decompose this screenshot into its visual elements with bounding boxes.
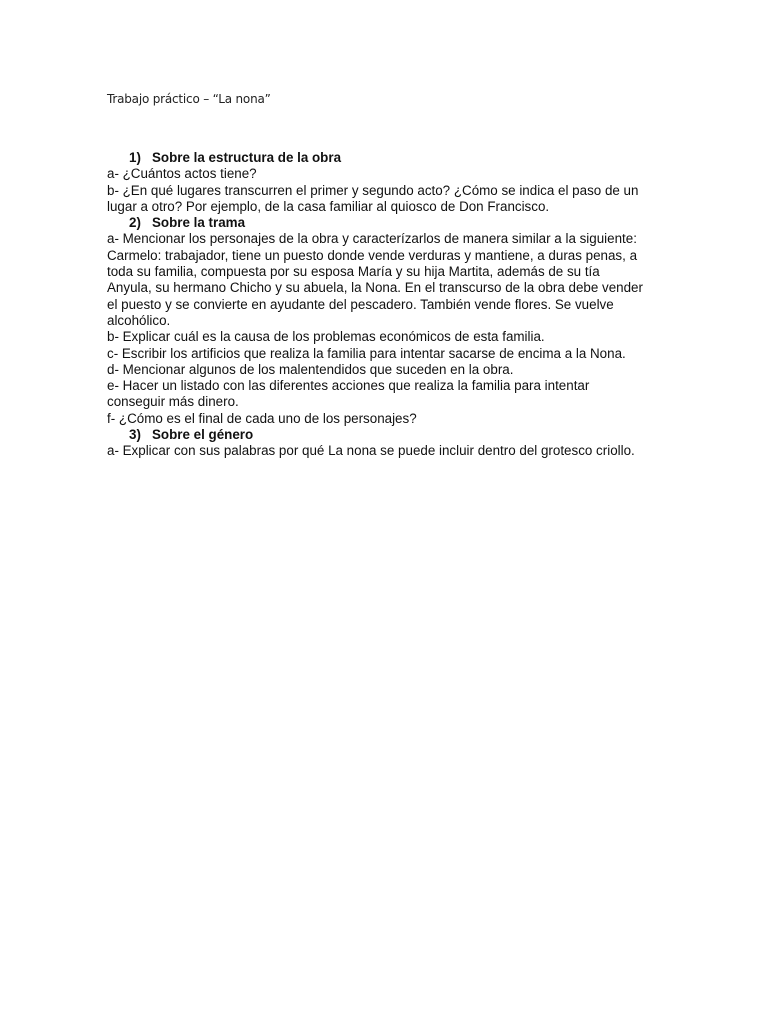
document-body xyxy=(107,150,667,460)
question-line: e- Hacer un listado con las diferentes acciones que realiza la familia para intentar xyxy=(107,378,590,394)
question-line: conseguir más dinero. xyxy=(107,394,239,410)
question-line: d- Mencionar algunos de los malentendidos que suceden en la obra. xyxy=(107,361,514,377)
section-number: 2) xyxy=(129,215,141,231)
section-heading-text: Sobre el género xyxy=(152,427,254,443)
section-heading-trama xyxy=(107,215,667,231)
question-line: alcohólico. xyxy=(107,312,171,328)
question-line: a- ¿Cuántos actos tiene? xyxy=(107,166,257,182)
question-line: a- Explicar con sus palabras por qué La nona se puede incluir dentro del grotesco criollo. xyxy=(107,443,635,459)
section-heading-genero xyxy=(107,427,667,443)
document-title: Trabajo práctico – “La nona” xyxy=(107,92,271,106)
section-heading-estructura xyxy=(107,150,667,166)
section-heading-text: Sobre la trama xyxy=(152,215,246,231)
question-line: b- ¿En qué lugares transcurren el primer y segundo acto? ¿Cómo se indica el paso de un xyxy=(107,182,639,198)
question-line: f- ¿Cómo es el final de cada uno de los personajes? xyxy=(107,410,417,426)
question-line: Carmelo: trabajador, tiene un puesto donde vende verduras y mantiene, a duras penas, a xyxy=(107,247,638,263)
question-line: lugar a otro? Por ejemplo, de la casa familiar al quiosco de Don Francisco. xyxy=(107,198,550,214)
section-number: 3) xyxy=(129,427,141,443)
question-line: b- Explicar cuál es la causa de los problemas económicos de esta familia. xyxy=(107,329,545,345)
question-line: toda su familia, compuesta por su esposa María y su hija Martita, además de su tía xyxy=(107,264,600,280)
question-line: a- Mencionar los personajes de la obra y caracterízarlos de manera similar a la siguiente: xyxy=(107,231,637,247)
question-line: Anyula, su hermano Chicho y su abuela, la Nona. En el transcurso de la obra debe vender xyxy=(107,280,643,296)
section-heading-text: Sobre la estructura de la obra xyxy=(152,150,342,165)
section-number: 1) xyxy=(129,150,141,165)
question-line: c- Escribir los artificios que realiza la familia para intentar sacarse de encima a la Nona. xyxy=(107,345,626,361)
question-line: el puesto y se convierte en ayudante del pescadero. También vende flores. Se vuelve xyxy=(107,296,614,312)
